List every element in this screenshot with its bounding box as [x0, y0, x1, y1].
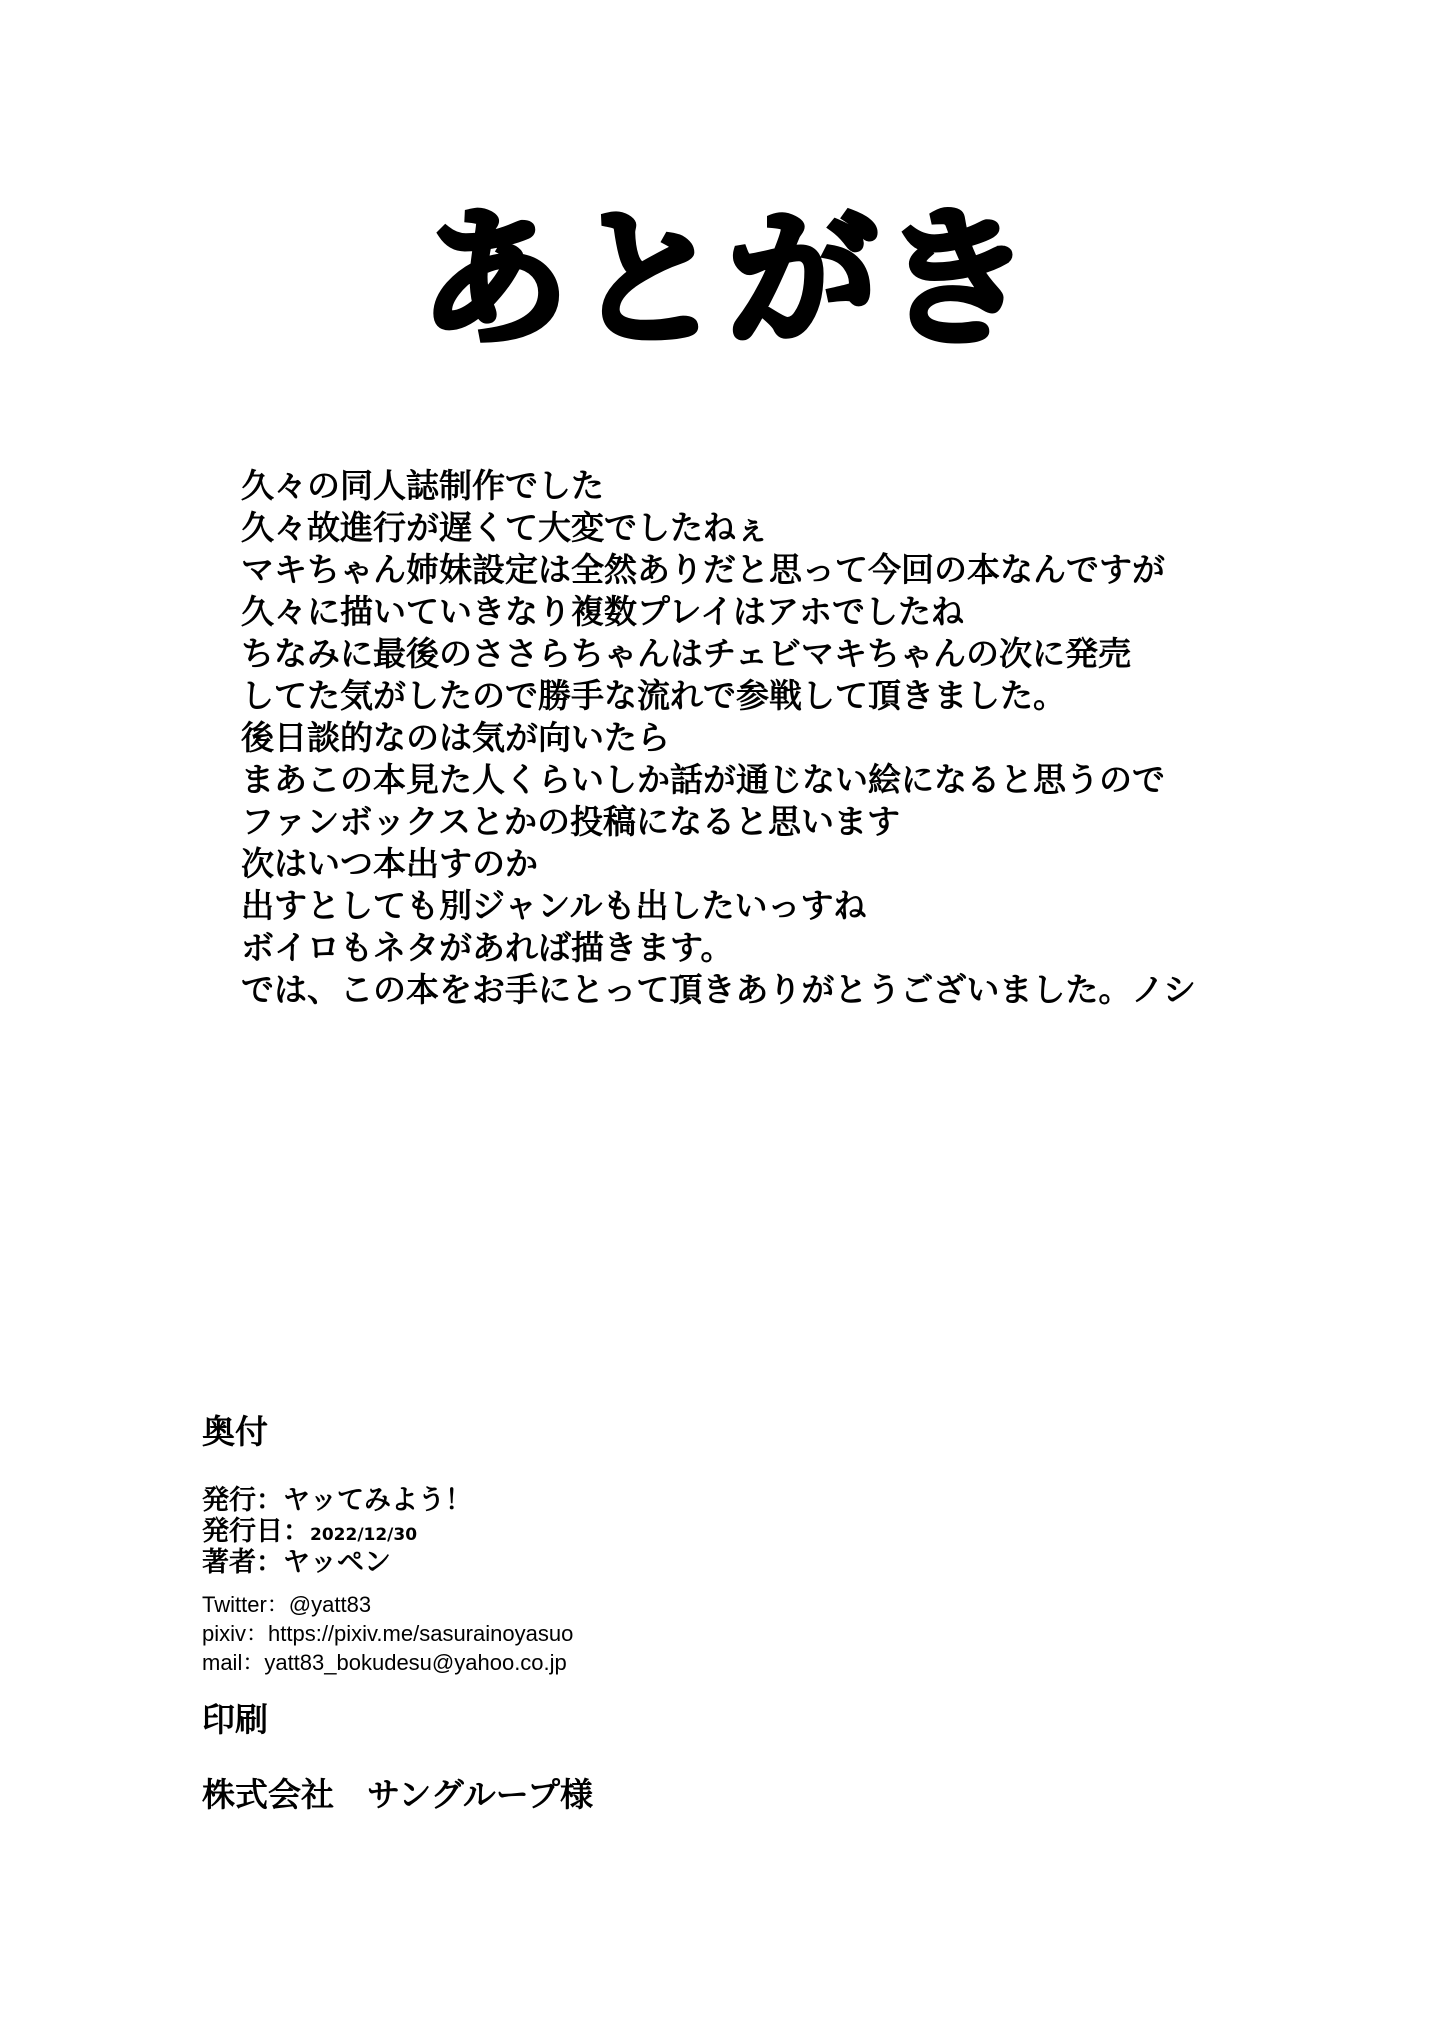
twitter-handle: Twitter：@yatt83 [202, 1592, 372, 1617]
pixiv-link: pixiv：https://pixiv.me/sasurainoyasuo [202, 1621, 574, 1646]
afterword-line: 久々の同人誌制作でした [241, 466, 604, 505]
mail-address: mail：yatt83_bokudesu@yahoo.co.jp [202, 1650, 567, 1675]
afterword-body [241, 465, 1196, 1011]
publisher-label: 発行 [202, 1485, 256, 1516]
afterword-line: 出すとしても別ジャンルも出したいっすね [241, 886, 867, 925]
printing-heading: 印刷 [202, 1700, 268, 1739]
afterword-line: では、この本をお手にとって頂きありがとうございました。ノシ [241, 970, 1197, 1009]
afterword-line: ボイロもネタがあれば描きます。 [241, 928, 734, 967]
afterword-line: ちなみに最後のささらちゃんはチェビマキちゃんの次に発売 [241, 634, 1132, 673]
colophon-heading: 奥付 [202, 1412, 268, 1451]
author-separator: ： [256, 1547, 283, 1578]
date-row [202, 1516, 472, 1547]
afterword-line: 久々故進行が遅くて大変でしたねぇ [241, 508, 769, 547]
afterword-line: マキちゃん姉妹設定は全然ありだと思って今回の本なんですが [241, 550, 1165, 589]
date-separator: ： [283, 1516, 310, 1547]
page-title: あとがき [419, 193, 1036, 367]
afterword-line: 次はいつ本出すのか [241, 844, 538, 883]
author-value: ヤッペン [283, 1547, 391, 1578]
afterword-line: まあこの本見た人くらいしか話が通じない絵になると思うので [241, 760, 1165, 799]
colophon-details [202, 1485, 472, 1578]
contact-info [202, 1590, 573, 1677]
printing-company: 株式会社 サングループ様 [202, 1775, 594, 1814]
date-value: 2022/12/30 [310, 1525, 418, 1545]
author-label: 著者 [202, 1547, 256, 1578]
afterword-line: 久々に描いていきなり複数プレイはアホでしたね [241, 592, 965, 631]
publisher-value: ヤッてみよう！ [283, 1485, 472, 1516]
author-row [202, 1547, 472, 1578]
publisher-separator: ： [256, 1485, 283, 1516]
date-label: 発行日 [202, 1516, 283, 1547]
afterword-line: してた気がしたので勝手な流れで参戦して頂きました。 [241, 676, 1066, 715]
afterword-line: ファンボックスとかの投稿になると思います [241, 802, 901, 841]
afterword-line: 後日談的なのは気が向いたら [241, 718, 670, 757]
publisher-row [202, 1485, 472, 1516]
